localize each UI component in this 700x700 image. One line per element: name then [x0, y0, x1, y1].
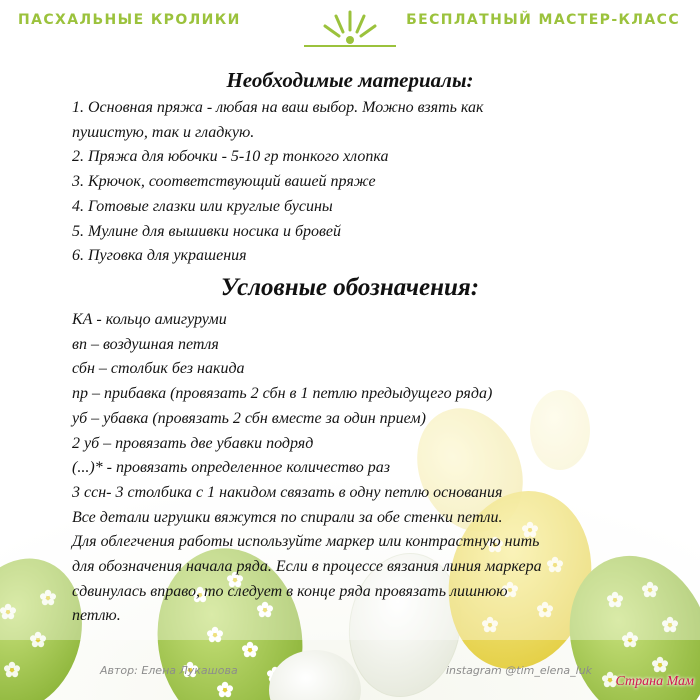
legend-line: 3 ссн- 3 столбика с 1 накидом связать в одну петлю основания	[72, 483, 503, 501]
legend-line: 2 уб – провязать две убавки подряд	[72, 434, 314, 452]
legend-line: вп – воздушная петля	[72, 335, 219, 353]
legend-heading: Условные обозначения:	[220, 274, 480, 301]
legend-list	[72, 308, 660, 629]
legend-line: для обозначения начала ряда. Если в процессе вязания линия маркера	[72, 558, 542, 576]
legend-line: (...)* - провязать определенное количество раз	[72, 459, 390, 477]
materials-line: 5. Мулине для вышивки носика и бровей	[72, 222, 342, 240]
legend-line: пр – прибавка (провязать 2 сбн в 1 петлю предыдущего ряда)	[72, 385, 493, 403]
materials-line: 6. Пуговка для украшения	[72, 247, 247, 265]
site-watermark: Страна Мам	[615, 674, 694, 689]
materials-line: 3. Крючок, соответствующий вашей пряже	[72, 173, 376, 191]
materials-line: пушистую, так и гладкую.	[72, 123, 255, 141]
materials-line: 4. Готовые глазки или круглые бусины	[72, 197, 333, 215]
legend-line: уб – убавка (провязать 2 сбн вместе за один прием)	[72, 409, 426, 427]
legend-line: сбн – столбик без накида	[72, 360, 245, 378]
legend-line: Для облегчения работы используйте маркер или контрастную нить	[72, 533, 540, 551]
legend-line: сдвинулась вправо, то следует в конце ряда провязать лишнюю	[72, 582, 508, 600]
legend-line: КА - кольцо амигуруми	[72, 311, 227, 328]
materials-list	[72, 96, 660, 269]
materials-line: 1. Основная пряжа - любая на ваш выбор. Можно взять как	[72, 99, 484, 116]
sun-rays-ornament-icon	[298, 4, 402, 54]
author-credit: Автор: Елена Лукашова	[100, 664, 238, 677]
materials-line: 2. Пряжа для юбочки - 5-10 гр тонкого хлопка	[72, 148, 389, 166]
legend-line: Все детали игрушки вяжутся по спирали за обе стенки петли.	[72, 508, 503, 526]
legend-line: петлю.	[72, 607, 121, 625]
header-left-title: ПАСХАЛЬНЫЕ КРОЛИКИ	[18, 12, 241, 28]
header-right-title: БЕСПЛАТНЫЙ МАСТЕР-КЛАСС	[406, 12, 680, 28]
materials-heading: Необходимые материалы:	[226, 68, 474, 92]
instagram-handle: instagram @tim_elena_luk	[446, 664, 593, 677]
